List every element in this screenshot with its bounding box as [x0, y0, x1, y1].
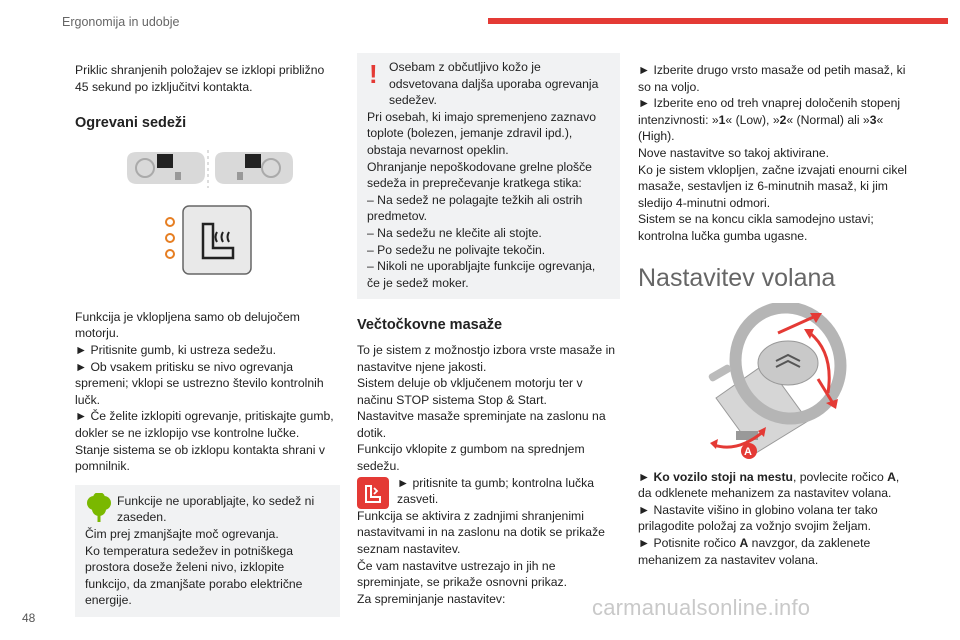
- intro-paragraph: Priklic shranjenih položajev se izklopi približno 45 sekund po izključitvi kontakta.: [75, 63, 325, 94]
- steering-step-3: ► Potisnite ročico A navzgor, da zaklenete mehanizem za nastavitev volana.: [638, 535, 871, 567]
- warning-line: – Na sedež ne polagajte težkih ali ostrih predmetov.: [367, 192, 583, 224]
- watermark: carmanualsonline.info: [592, 595, 811, 620]
- label-a: A: [744, 445, 752, 458]
- massage-button-icon: [357, 477, 389, 509]
- intensity-step: ► Izberite eno od treh vnaprej določenih stopenj intenzivnosti: »1« (Low), »2« (Normal) ali »3« (High).: [638, 96, 901, 144]
- warning-box: [357, 53, 620, 299]
- body-line: ► Če želite izklopiti ogrevanje, pritiskajte gumb, dokler se ne izklopijo vse kontrolne lučke.: [75, 409, 334, 440]
- warning-line: – Na sedežu ne klečite ali stojte.: [367, 225, 542, 240]
- eco-note-line: Ko temperatura sedežev in potniškega prostora doseže želeni nivo, izklopite funkcijo, da zmanjšate porabo električne energije.: [85, 543, 303, 608]
- massage-body: [357, 342, 620, 608]
- body-line: Če vam nastavitve ustrezajo in jih ne spreminjate, se prikaže osnovni prikaz.: [357, 558, 567, 590]
- body-line: ► Ob vsakem pritisku se nivo ogrevanja spremeni; vklopi se ustrezno število kontrolnih lučk.: [75, 359, 324, 407]
- body-line: Ko je sistem vklopljen, začne izvajati enourni cikel masaže, sestavljen iz 6-minutnih masaž, ki jim sledijo 4-minutni odmori.: [638, 162, 907, 210]
- body-line: Za spreminjanje nastavitev:: [357, 591, 506, 606]
- body-line: Sistem se na koncu cikla samodejno ustavi; kontrolna lučka gumba ugasne.: [638, 212, 874, 243]
- warning-first: Osebam z občutljivo kožo je odsvetovana daljša uporaba ogrevanja sedežev.: [389, 60, 599, 108]
- column-2: [357, 53, 620, 607]
- warning-line: – Po sedežu ne polivajte tekočin.: [367, 242, 546, 257]
- column-1: [75, 62, 340, 617]
- running-header: Ergonomija in udobje: [62, 15, 180, 29]
- button-step-text: ► pritisnite ta gumb; kontrolna lučka zasveti.: [397, 475, 594, 507]
- massage-button-step: [357, 475, 620, 508]
- body-line: Nove nastavitve so takoj aktivirane.: [638, 145, 830, 160]
- heated-seats-body: [75, 309, 340, 475]
- warning-line: Ohranjanje nepoškodovane grelne plošče sedeža in preprečevanje kratkega stika:: [367, 159, 592, 191]
- heated-seats-figure: [75, 142, 340, 302]
- eco-note-box: [75, 485, 340, 617]
- page-number: 48: [22, 611, 36, 625]
- warning-icon: !: [369, 59, 378, 89]
- body-line: Funkcija je vklopljena samo ob delujočem motorju.: [75, 309, 300, 341]
- warning-line: – Nikoli ne uporabljajte funkcije ogrevanja, če je sedež moker.: [367, 259, 596, 290]
- massage-heading: Večtočkovne masaže: [357, 317, 503, 334]
- steering-wheel-illustration: [638, 303, 908, 461]
- eco-leaf-icon: [85, 493, 113, 523]
- heated-seats-heading: Ogrevani sedeži: [75, 115, 187, 132]
- body-line: ► Pritisnite gumb, ki ustreza sedežu.: [75, 342, 277, 357]
- body-line: Funkcija se aktivira z zadnjimi shranjenimi nastavitvami in na zaslonu na dotik se prikaže seznam nastavitev.: [357, 508, 605, 557]
- eco-note-line: Čim prej zmanjšajte moč ogrevanja.: [85, 526, 279, 541]
- massage-step-1: ► Izberite drugo vrsto masaže od petih masaž, ki so na voljo.: [638, 63, 906, 94]
- body-line: To je sistem z možnostjo izbora vrste masaže in nastavitve njene jakosti.: [357, 342, 616, 374]
- steering-title: Nastavitev volana: [638, 263, 836, 292]
- steering-step-1: ► Ko vozilo stoji na mestu, povlecite ročico A, da odklenete mehanizem za nastavitev volana.: [638, 469, 900, 501]
- column-3: [638, 62, 908, 568]
- warning-line: Pri osebah, ki imajo spremenjeno zaznavo toplote (bolezen, jemanje zdravil ipd.), obstaja nevarnost opeklin.: [367, 109, 596, 157]
- header-accent-bar: [488, 18, 948, 24]
- eco-note-first: Funkcije ne uporabljajte, ko sedež ni zaseden.: [117, 493, 315, 525]
- steering-step-2: ► Nastavite višino in globino volana ter tako prilagodite položaj za vožnjo svojim željam.: [638, 502, 878, 534]
- steering-steps: [638, 469, 908, 569]
- body-line: Stanje sistema se ob izklopu kontakta shrani v pomnilnik.: [75, 442, 325, 474]
- steering-figure: [638, 303, 908, 461]
- body-line: Sistem deluje ob vključenem motorju ter v načinu STOP sistema Stop & Start.: [357, 376, 583, 407]
- body-line: Funkcijo vklopite z gumbom na sprednjem sedežu.: [357, 442, 585, 474]
- body-line: Nastavitve masaže spreminjate na zaslonu na dotik.: [357, 409, 606, 440]
- seat-buttons-illustration: [75, 142, 340, 302]
